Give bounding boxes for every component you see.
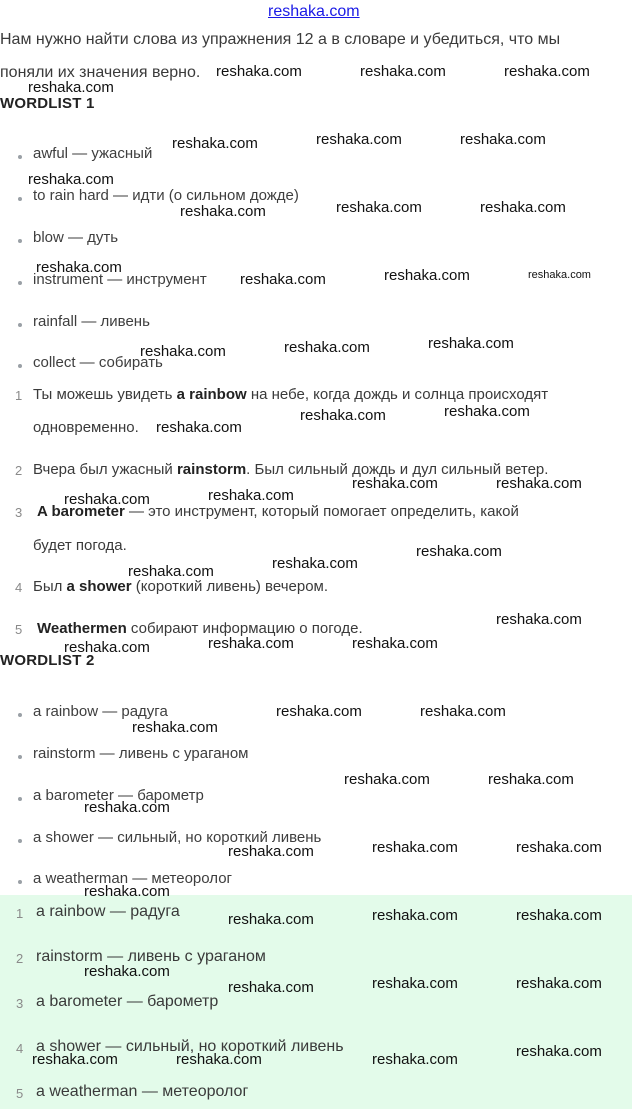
bullet-icon — [18, 239, 22, 243]
watermark: reshaka.com — [28, 171, 114, 188]
sentence-2: Вчера был ужасный rainstorm. Был сильный дождь и дул сильный ветер. — [33, 461, 549, 478]
sentence-1-line-2: одновременно. — [33, 419, 139, 436]
watermark: reshaka.com — [372, 1051, 458, 1068]
watermark: reshaka.com — [176, 1051, 262, 1068]
watermark: reshaka.com — [480, 199, 566, 216]
watermark: reshaka.com — [128, 563, 214, 580]
watermark: reshaka.com — [444, 403, 530, 420]
answer-number: 1 — [16, 906, 24, 921]
watermark: reshaka.com — [32, 1051, 118, 1068]
bullet-icon — [18, 281, 22, 285]
bullet-icon — [18, 713, 22, 717]
watermark: reshaka.com — [416, 543, 502, 560]
watermark: reshaka.com — [384, 267, 470, 284]
list-item: a weatherman — метеоролог — [33, 870, 233, 887]
watermark: reshaka.com — [208, 635, 294, 652]
bullet-icon — [18, 323, 22, 327]
watermark: reshaka.com — [344, 771, 430, 788]
site-link[interactable]: reshaka.com — [268, 3, 360, 20]
watermark: reshaka.com — [316, 131, 402, 148]
watermark: reshaka.com — [516, 1043, 602, 1060]
list-item: a rainbow — радуга — [33, 703, 168, 720]
sentence-number: 2 — [15, 463, 23, 478]
answer-number: 3 — [16, 996, 24, 1011]
watermark: reshaka.com — [156, 419, 242, 436]
list-item: rainfall — ливень — [33, 313, 150, 330]
watermark: reshaka.com — [36, 259, 122, 276]
answer-number: 2 — [16, 951, 24, 966]
bullet-icon — [18, 755, 22, 759]
watermark: reshaka.com — [516, 907, 602, 924]
list-item: awful — ужасный — [33, 145, 153, 162]
watermark: reshaka.com — [496, 475, 582, 492]
watermark: reshaka.com — [228, 843, 314, 860]
bullet-icon — [18, 839, 22, 843]
sentence-number: 3 — [15, 505, 23, 520]
watermark: reshaka.com — [372, 907, 458, 924]
watermark: reshaka.com — [84, 963, 170, 980]
sentence-number: 5 — [15, 622, 23, 637]
watermark: reshaka.com — [180, 203, 266, 220]
watermark: reshaka.com — [528, 269, 591, 281]
watermark: reshaka.com — [504, 63, 590, 80]
sentence-4: Был a shower (короткий ливень) вечером. — [33, 578, 329, 595]
watermark: reshaka.com — [488, 771, 574, 788]
watermark: reshaka.com — [352, 475, 438, 492]
watermark: reshaka.com — [240, 271, 326, 288]
watermark: reshaka.com — [84, 883, 170, 900]
watermark: reshaka.com — [216, 63, 302, 80]
answer-number: 4 — [16, 1041, 24, 1056]
intro-line-2: поняли их значения верно. — [0, 64, 201, 81]
watermark: reshaka.com — [140, 343, 226, 360]
watermark: reshaka.com — [172, 135, 258, 152]
watermark: reshaka.com — [372, 975, 458, 992]
watermark: reshaka.com — [28, 79, 114, 96]
answer-item: rainstorm — ливень с ураганом — [36, 948, 266, 965]
watermark: reshaka.com — [84, 799, 170, 816]
list-item: blow — дуть — [33, 229, 119, 246]
sentence-3-line-2: будет погода. — [33, 537, 127, 554]
sentence-3: A barometer — это инструмент, который помогает определить, какой — [37, 503, 519, 520]
watermark: reshaka.com — [516, 975, 602, 992]
sentence-number: 1 — [15, 388, 23, 403]
bullet-icon — [18, 797, 22, 801]
answer-item: a weatherman — метеоролог — [36, 1083, 249, 1100]
watermark: reshaka.com — [496, 611, 582, 628]
watermark: reshaka.com — [428, 335, 514, 352]
wordlist-1-title: WORDLIST 1 — [0, 95, 95, 112]
answer-number: 5 — [16, 1086, 24, 1101]
list-item: to rain hard — идти (о сильном дожде) — [33, 187, 299, 204]
watermark: reshaka.com — [420, 703, 506, 720]
list-item: rainstorm — ливень с ураганом — [33, 745, 249, 762]
watermark: reshaka.com — [360, 63, 446, 80]
bullet-icon — [18, 155, 22, 159]
intro-line-1: Нам нужно найти слова из упражнения 12 а в словаре и убедиться, что мы — [0, 31, 561, 48]
list-item: a shower — сильный, но короткий ливень — [33, 829, 322, 846]
bullet-icon — [18, 880, 22, 884]
watermark: reshaka.com — [352, 635, 438, 652]
watermark: reshaka.com — [272, 555, 358, 572]
watermark: reshaka.com — [460, 131, 546, 148]
watermark: reshaka.com — [516, 839, 602, 856]
answer-item: a rainbow — радуга — [36, 903, 180, 920]
watermark: reshaka.com — [336, 199, 422, 216]
list-item: instrument — инструмент — [33, 271, 207, 288]
watermark: reshaka.com — [208, 487, 294, 504]
watermark: reshaka.com — [64, 491, 150, 508]
answer-item: a shower — сильный, но короткий ливень — [36, 1038, 344, 1055]
list-item: a barometer — барометр — [33, 787, 204, 804]
watermark: reshaka.com — [300, 407, 386, 424]
sentence-5: Weathermen собирают информацию о погоде. — [37, 620, 363, 637]
sentence-number: 4 — [15, 580, 23, 595]
watermark: reshaka.com — [228, 911, 314, 928]
answer-item: a barometer — барометр — [36, 993, 219, 1010]
wordlist-2-title: WORDLIST 2 — [0, 652, 95, 669]
watermark: reshaka.com — [284, 339, 370, 356]
sentence-1: Ты можешь увидеть a rainbow на небе, когда дождь и солнца происходят — [33, 386, 549, 403]
bullet-icon — [18, 197, 22, 201]
watermark: reshaka.com — [64, 639, 150, 656]
watermark: reshaka.com — [372, 839, 458, 856]
watermark: reshaka.com — [276, 703, 362, 720]
watermark: reshaka.com — [228, 979, 314, 996]
bullet-icon — [18, 364, 22, 368]
list-item: collect — собирать — [33, 354, 163, 371]
watermark: reshaka.com — [132, 719, 218, 736]
